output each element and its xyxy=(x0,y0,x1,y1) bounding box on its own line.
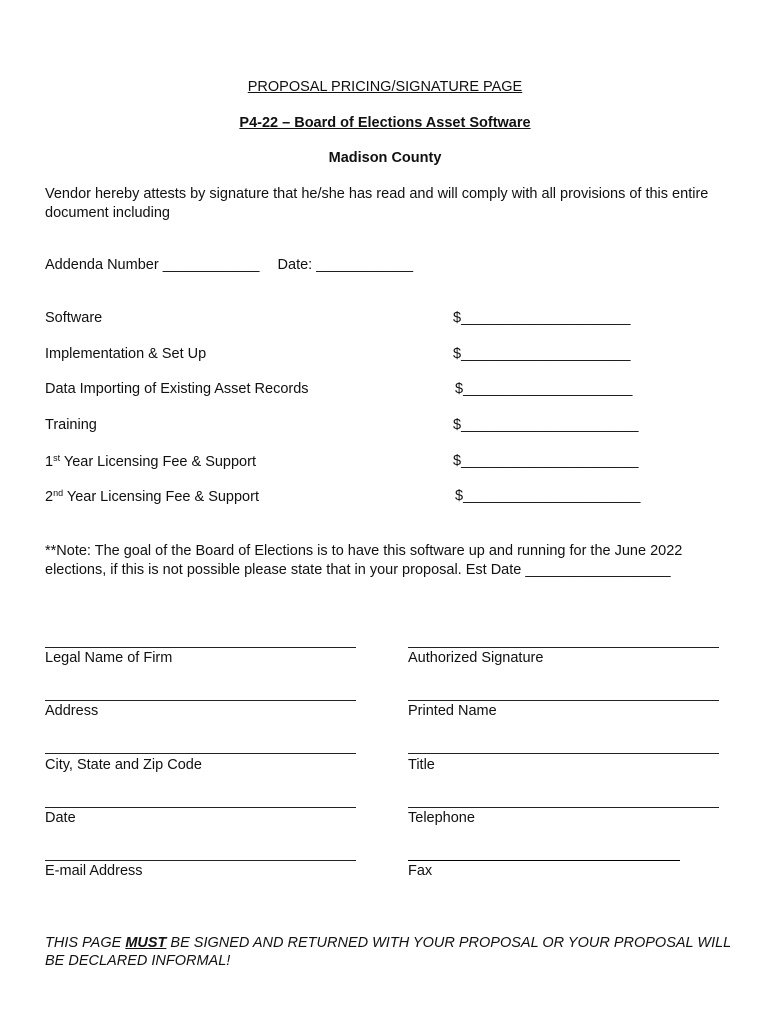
attestation-text: Vendor hereby attests by signature that he/she has read and will comply with all provisions of this entire document including xyxy=(45,186,709,221)
pricing-row-year1 xyxy=(45,453,256,470)
printed-name-label: Printed Name xyxy=(408,703,497,719)
pricing-row-training xyxy=(45,417,97,433)
pricing-value-implementation[interactable]: $_____________________ xyxy=(453,346,631,362)
telephone-label: Telephone xyxy=(408,810,475,826)
pricing-ordinal-suffix: nd xyxy=(53,488,64,498)
pricing-label: Year Licensing Fee & Support xyxy=(60,454,256,470)
fax-line[interactable] xyxy=(408,860,680,861)
pricing-value-year1[interactable]: $______________________ xyxy=(453,453,639,469)
address-line[interactable] xyxy=(45,700,356,701)
addenda-label: Addenda Number xyxy=(45,257,159,273)
warning-text xyxy=(45,934,735,970)
page-title: PROPOSAL PRICING/SIGNATURE PAGE xyxy=(247,79,523,95)
warning-post: BE SIGNED AND RETURNED WITH YOUR PROPOSAL OR YOUR PROPOSAL WILL BE DECLARED INFORMAL! xyxy=(45,935,731,969)
city-state-zip-line[interactable] xyxy=(45,753,356,754)
title-line[interactable] xyxy=(408,753,719,754)
pricing-label: Data Importing of Existing Asset Records xyxy=(45,381,309,397)
pricing-label: Implementation & Set Up xyxy=(45,346,207,362)
printed-name-line[interactable] xyxy=(408,700,719,701)
pricing-label: Training xyxy=(45,417,97,433)
addenda-blank[interactable]: ____________ xyxy=(162,257,260,273)
addenda-row xyxy=(45,257,413,273)
note-text: **Note: The goal of the Board of Elections is to have this software up and running for the June 2022 elections, if this is not possible please state that in your proposal. Est Date __________________ xyxy=(45,543,683,578)
pricing-label: Software xyxy=(45,310,103,326)
legal-name-label: Legal Name of Firm xyxy=(45,650,173,666)
pricing-row-year2 xyxy=(45,488,259,505)
date-label: Date xyxy=(45,810,76,826)
pricing-row-implementation xyxy=(45,346,206,362)
warning-pre: THIS PAGE xyxy=(45,935,126,951)
fax-label: Fax xyxy=(408,863,433,879)
warning-emphasis: MUST xyxy=(125,935,167,951)
authorized-signature-label: Authorized Signature xyxy=(408,650,544,666)
addenda-date-blank[interactable]: ____________ xyxy=(316,257,414,273)
title-label: Title xyxy=(408,757,435,773)
email-line[interactable] xyxy=(45,860,356,861)
pricing-value-software[interactable]: $_____________________ xyxy=(453,310,631,326)
county-name: Madison County xyxy=(328,150,442,166)
pricing-value-data-importing[interactable]: $_____________________ xyxy=(455,381,633,397)
telephone-line[interactable] xyxy=(408,807,719,808)
date-line[interactable] xyxy=(45,807,356,808)
city-state-zip-label: City, State and Zip Code xyxy=(45,757,202,773)
pricing-row-software xyxy=(45,310,102,326)
address-label: Address xyxy=(45,703,99,719)
authorized-signature-line[interactable] xyxy=(408,647,719,648)
pricing-value-training[interactable]: $______________________ xyxy=(453,417,639,433)
email-label: E-mail Address xyxy=(45,863,143,879)
pricing-ordinal: 2 xyxy=(45,489,54,505)
pricing-value-year2[interactable]: $______________________ xyxy=(455,488,641,504)
addenda-date-label: Date: xyxy=(277,257,313,273)
pricing-ordinal: 1 xyxy=(45,454,54,470)
pricing-ordinal-suffix: st xyxy=(53,453,61,463)
legal-name-line[interactable] xyxy=(45,647,356,648)
rfp-title: P4-22 – Board of Elections Asset Software xyxy=(239,115,531,131)
pricing-row-data-importing xyxy=(45,381,309,397)
pricing-label: Year Licensing Fee & Support xyxy=(63,489,259,505)
